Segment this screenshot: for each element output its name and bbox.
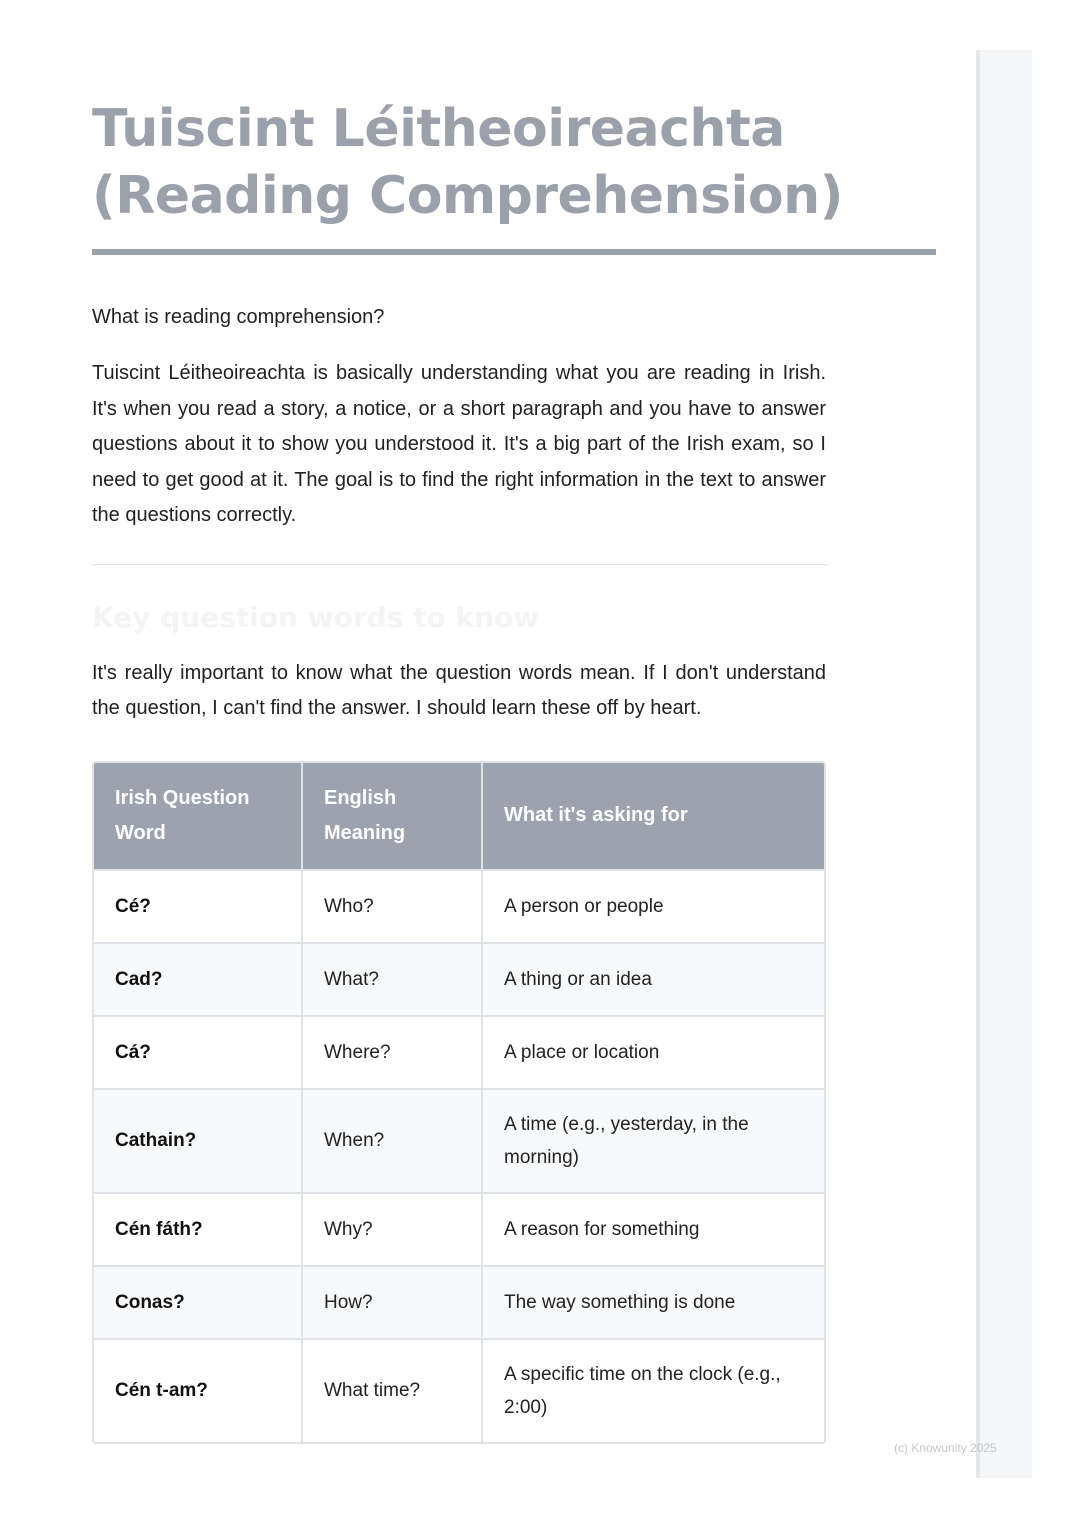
english-meaning-cell: What time?: [302, 1339, 482, 1442]
irish-word-cell: Cé?: [94, 870, 302, 943]
english-meaning-cell: When?: [302, 1089, 482, 1193]
asking-for-cell: A time (e.g., yesterday, in the morning): [482, 1089, 824, 1193]
question-words-table: [92, 761, 826, 1444]
asking-for-cell: A thing or an idea: [482, 943, 824, 1016]
intro-paragraph: Tuiscint Léitheoireachta is basically understanding what you are reading in Irish. It's when you read a story, a notice, or a short paragraph and you have to answer questions about it to show you understood it. It's a big part of the Irish exam, so I need to get good at it. The goal is to find the right information in the text to answer the questions correctly.: [92, 362, 826, 526]
irish-word-cell: Cá?: [94, 1016, 302, 1089]
table-row: [94, 870, 824, 943]
irish-word-cell: Conas?: [94, 1266, 302, 1339]
asking-for-cell: A specific time on the clock (e.g., 2:00): [482, 1339, 824, 1442]
table-row: [94, 943, 824, 1016]
side-panel: [976, 50, 1032, 1478]
header-english-meaning: English Meaning: [302, 763, 482, 870]
header-irish-word: Irish Question Word: [94, 763, 302, 870]
asking-for-cell: A place or location: [482, 1016, 824, 1089]
english-meaning-cell: Where?: [302, 1016, 482, 1089]
table-row: [94, 1089, 824, 1193]
irish-word-cell: Cén fáth?: [94, 1193, 302, 1266]
asking-for-cell: The way something is done: [482, 1266, 824, 1339]
table-row: [94, 1016, 824, 1089]
irish-word-cell: Cén t-am?: [94, 1339, 302, 1442]
english-meaning-cell: How?: [302, 1266, 482, 1339]
header-asking-for: What it's asking for: [482, 763, 824, 870]
english-meaning-cell: Why?: [302, 1193, 482, 1266]
asking-for-cell: A person or people: [482, 870, 824, 943]
page-title: Tuiscint Léitheoireachta (Reading Comprehension): [92, 99, 843, 226]
irish-word-cell: Cad?: [94, 943, 302, 1016]
section-paragraph: It's really important to know what the question words mean. If I don't understand the question, I can't find the answer. I should learn these off by heart.: [92, 661, 826, 719]
table-row: [94, 1193, 824, 1266]
irish-word-cell: Cathain?: [94, 1089, 302, 1193]
section-heading: Key question words to know: [92, 600, 540, 634]
asking-for-cell: A reason for something: [482, 1193, 824, 1266]
title-divider: [92, 249, 936, 255]
table-row: [94, 1266, 824, 1339]
table-header-row: [94, 763, 824, 870]
copyright-watermark: (c) Knowunity 2025: [894, 1441, 997, 1455]
section-divider: [92, 564, 828, 565]
main-content: [92, 300, 826, 1444]
english-meaning-cell: Who?: [302, 870, 482, 943]
intro-question: What is reading comprehension?: [92, 306, 385, 328]
table-row: [94, 1339, 824, 1442]
english-meaning-cell: What?: [302, 943, 482, 1016]
